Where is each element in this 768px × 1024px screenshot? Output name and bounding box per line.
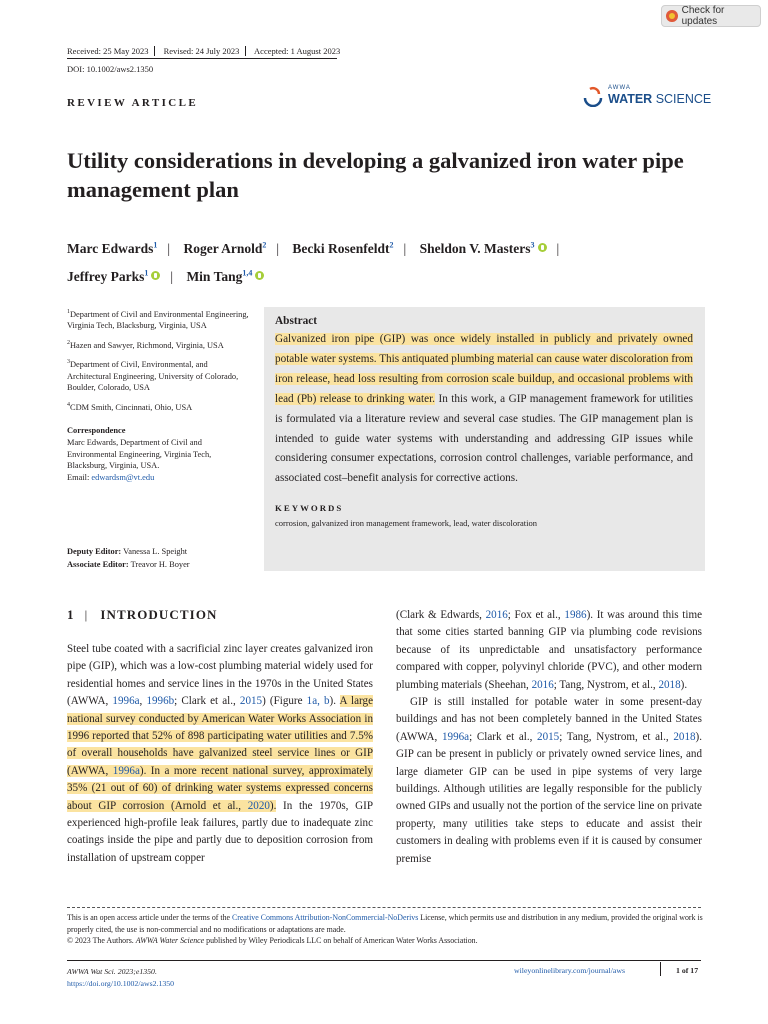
page-number: 1 of 17 [676,966,699,975]
figure-link[interactable]: 1a, b [306,695,330,708]
footer-divider [67,960,701,961]
author[interactable]: Roger Arnold$^2$ [183,240,267,256]
deputy-editor: Deputy Editor: Vanessa L. Speight [67,547,188,556]
paragraph: (Clark & Edwards, 2016; Fox et al., 1986). It was around this time that some cities started banning GIP via plumbing code revisions because of its unpredictable and unsatisfactory performance compared with copper, polyvinyl chloride (PVC), and other modern plumbing materials (Sheehan, 2016; Tang, Nystrom, et al., 2018). [396,609,702,691]
highlight: A large national survey conducted by American Water Works Association in 1996 reported that 52% of 898 participating water utilities and 7.5% of overall households have galvanized steel service lines or GIP (AWWA, 1996a). In a more recent national survey, approximately 35% (21 out of 60) of drinking water systems expressed concerns about GIP corrosion (Arnold et al., 2020). [67,695,373,812]
abstract-text: Galvanized iron pipe (GIP) was once widely installed in publicly and privately owned potable water systems. This antiquated plumbing material can cause water discoloration from iron release, head loss resulting from corrosion scale buildup, and occasional problems with lead (Pb) release to drinking water. In this work, a GIP management framework for utilities is formulated via a literature review and several case studies. The GIP management plan is intended to guide water systems with understanding and addressing GIP issues while considering consumer expectations, corrosion control challenges, variable performance, and associated cost–benefit analysis for corrective actions. [275,333,693,485]
article-title: Utility considerations in developing a galvanized iron water pipe management plan [67,148,684,202]
accepted-date: Accepted: 1 August 2023 [254,46,341,56]
affiliation: $^3$Department of Civil, Environmental, and Architectural Engineering, University of Colorado, Boulder, Colorado, USA [67,359,239,393]
citation-link[interactable]: 2016 [485,609,508,621]
correspondence-heading: Correspondence [67,426,126,436]
abstract-box [264,307,705,571]
article-type: REVIEW ARTICLE [67,97,199,109]
license-link[interactable]: Creative Commons Attribution-NonCommercial-NoDerivs [232,913,419,922]
water-drop-icon [582,85,604,107]
citation-link[interactable]: 2018 [658,678,681,691]
footer-citation: AWWA Wat Sci. 2023;e1350. https://doi.org/10.1002/aws2.1350 [67,967,175,988]
author[interactable]: Jeffrey Parks$^1$ [67,269,160,284]
footer-separator [660,962,661,976]
citation-link[interactable]: 2016 [531,678,554,691]
doi-link[interactable]: https://doi.org/10.1002/aws2.1350 [67,979,175,988]
section-heading-introduction: 1 | INTRODUCTION [67,607,218,622]
license-notice: This is an open access article under the terms of the Creative Commons Attribution-NonCommercial-NoDerivs License, which permits use and distribution in any medium, provided the original work is properly cited, the use is non-commercial and no modifications or adaptations are made. © 2023 The Authors. AWWA Water Science published by Wiley Periodicals LLC on behalf of American Water Works Association. [67,913,703,945]
orcid-icon[interactable] [151,271,160,280]
email-link[interactable]: edwardsm@vt.edu [91,472,155,482]
orcid-icon[interactable] [538,243,547,252]
crossmark-icon [666,10,678,22]
author[interactable]: Marc Edwards$^1$ [67,240,158,256]
logo-text: WATER SCIENCE [608,92,712,106]
citation-link[interactable]: 2015 [239,695,263,708]
author[interactable]: Min Tang$^{1,4}$ [186,269,264,284]
body-text-right [396,607,702,868]
logo-small-text: AWWA [608,85,631,91]
abstract-heading: Abstract [275,315,318,327]
correspondence-text: Marc Edwards, Department of Civil and Environmental Engineering, Virginia Tech, Blacksburg, Virginia, USA. Email: edwardsm@vt.edu [67,437,212,482]
author[interactable]: Sheldon V. Masters$^3$ [420,241,547,256]
affiliation: $^1$Department of Civil and Environmental Engineering, Virginia Tech, Blacksburg, Virginia, USA [67,309,249,331]
affiliation: $^4$CDM Smith, Cincinnati, Ohio, USA [67,401,193,412]
affiliations [67,307,252,489]
check-for-updates-button[interactable] [661,5,761,27]
citation-link[interactable]: 1996a [112,695,140,708]
citation-link[interactable]: 1996b [146,695,175,708]
dates-divider [67,58,337,59]
keywords-heading: KEYWORDS [275,503,344,514]
license-divider [67,907,701,908]
affiliation: $^2$Hazen and Sawyer, Richmond, Virginia, USA [67,339,224,350]
check-for-updates-label: Check for updates [681,5,725,27]
revised-date: Revised: 24 July 2023 [163,46,240,56]
citation-link[interactable]: 2015 [537,730,560,743]
citation-link[interactable]: 1996a [441,730,470,743]
citation-link[interactable]: 1996a [112,764,140,777]
paragraph: GIP is still installed for potable water in some present-day buildings and has not been completely banned in the United States (AWWA, 1996a; Clark et al., 2015; Tang, Nystrom, et al., 2018). GIP can be present in publicly or privately owned service lines, and large diameter GIP can be used in pipe systems of very large buildings. Although utilities are legally responsible for the publicly owned GIPs and usually not the portion of the service line on private property, many utilities take steps to educate and assist their customers in dealing with problems even if it is caused by consumer premise [396,696,702,865]
doi: DOI: 10.1002/aws2.1350 [67,64,154,74]
citation-link[interactable]: 2020 [247,799,270,812]
received-date: Received: 25 May 2023 [67,46,149,56]
orcid-icon[interactable] [255,271,264,280]
citation-link[interactable]: 2018 [673,730,696,743]
editors [67,546,257,571]
author[interactable]: Becki Rosenfeldt$^2$ [292,240,394,256]
keywords: corrosion, galvanized iron management framework, lead, water discoloration [275,518,537,529]
article-dates [67,46,346,56]
journal-site-link[interactable]: wileyonlinelibrary.com/journal/aws [514,966,626,975]
citation-link[interactable]: 1986 [564,609,587,621]
associate-editor: Associate Editor: Treavor H. Boyer [67,559,190,569]
body-text-left: Steel tube coated with a sacrificial zinc layer creates galvanized iron pipe (GIP), which was a low-cost plumbing material widely used for residential homes and service lines in the 1970s in the United States (AWWA, 1996a, 1996b; Clark et al., 2015) (Figure 1a, b). A large national survey conducted by American Water Works Association in 1996 reported that 52% of 898 participating water utilities and 7.5% of overall households have galvanized steel service lines or GIP (AWWA, 1996a). In a more recent national survey, approximately 35% (21 out of 60) of drinking water systems expressed concerns about GIP corrosion (Arnold et al., 2020). In the 1970s, GIP experienced high-profile leak failures, partly due to inadequate zinc coatings inside the pipe and partly due to deposition corrosion from installation of upstream copper [67,643,373,864]
abstract-highlight: Galvanized iron pipe (GIP) was once widely installed in publicly and privately owned potable water systems. This antiquated plumbing material can cause water discoloration from iron release, head loss resulting from corrosion scale buildup, and occasional problems with lead (Pb) release to drinking water. [275,333,693,405]
author-list: Marc Edwards$^1$ | Roger Arnold$^2$ | Becki Rosenfeldt$^2$ | Sheldon V. Masters$^3$ | Jeffrey Parks$^1$ | Min Tang$^{1,4}$ [67,240,560,284]
awwa-water-science-logo [582,83,712,111]
